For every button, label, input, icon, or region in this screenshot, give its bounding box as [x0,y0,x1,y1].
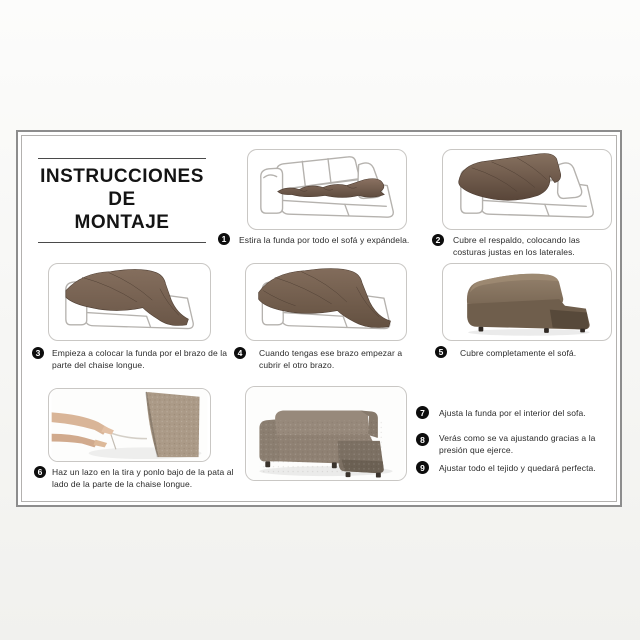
step4-illustration-box [245,263,407,341]
sofa-cover-over-backrest-illustration [443,150,611,229]
step3-illustration-box [48,263,211,341]
step4-text: Cuando tengas ese brazo empezar a cubrir el otro brazo. [259,348,403,370]
step1-illustration-box [247,149,407,230]
finished-sofa-photo-box [245,386,407,481]
step8-text: Verás como se va ajustando gracias a la presión que ejerce. [439,433,596,455]
step5-photo-box [442,263,612,341]
title-line-3: MONTAJE [74,212,170,233]
hands-tying-strap-photo [49,389,210,461]
title-line-2: DE [108,189,136,210]
title-line-1: INSTRUCCIONES [40,166,204,187]
page-title [38,158,206,243]
step7-number-badge: 7 [416,406,429,419]
fully-covered-sofa-photo [443,264,611,340]
step2-text: Cubre el respaldo, colocando las costuras justas en los laterales. [453,235,580,257]
sofa-cover-on-seat-illustration [248,150,406,229]
finished-sofa-photo [246,387,406,480]
step1-text: Estira la funda por todo el sofá y expándela. [239,235,410,245]
title-bottom-rule [38,242,206,243]
step1-number-badge: 1 [218,233,230,245]
step7-text: Ajusta la funda por el interior del sofa. [439,408,586,418]
step6-photo-box [48,388,211,462]
step9-text: Ajustar todo el tejido y quedará perfecta. [439,463,596,473]
step2-illustration-box [442,149,612,230]
step5-number-badge: 5 [435,346,447,358]
step6-text: Haz un lazo en la tira y ponlo bajo de la pata al lado de la parte de la chaise longue. [52,467,234,489]
step2-number-badge: 2 [432,234,444,246]
step9-number-badge: 9 [416,461,429,474]
sheet-frame [16,130,622,507]
step8-number-badge: 8 [416,433,429,446]
step3-number-badge: 3 [32,347,44,359]
sofa-cover-almost-complete-illustration [246,264,406,340]
step6-number-badge: 6 [34,466,46,478]
step4-number-badge: 4 [234,347,246,359]
sofa-cover-over-chaise-arm-illustration [49,264,210,340]
step5-text: Cubre completamente el sofá. [460,348,577,358]
step3-text: Empieza a colocar la funda por el brazo de la parte del chaise longue. [52,348,228,370]
